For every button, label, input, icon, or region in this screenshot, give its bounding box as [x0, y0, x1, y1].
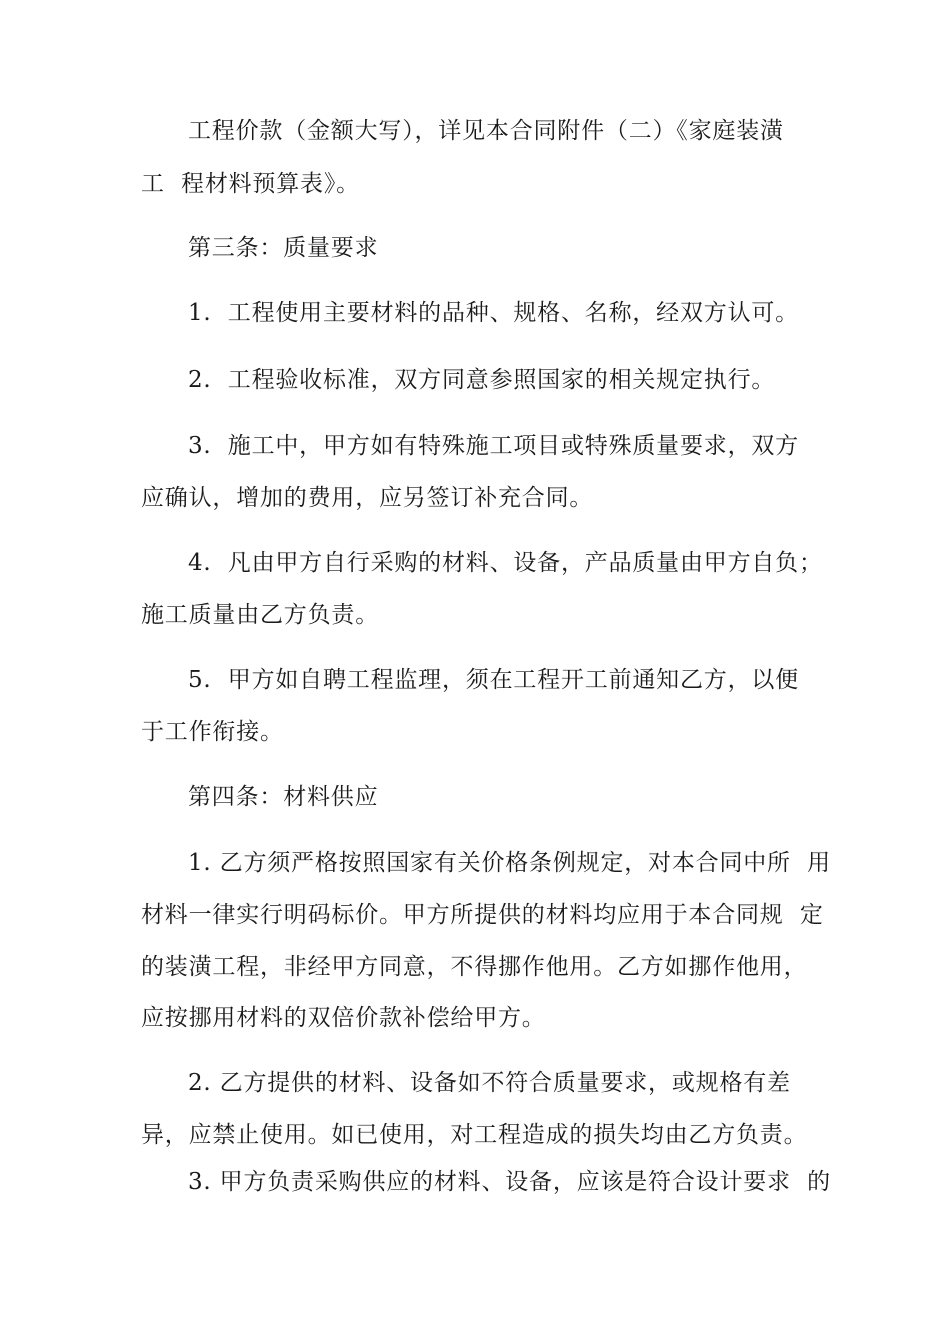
- paragraph-line: 应按挪用材料的双倍价款补偿给甲方。: [141, 1005, 546, 1031]
- paragraph-line: 1. 乙方须严格按照国家有关价格条例规定，对本合同中所 用: [188, 850, 831, 876]
- paragraph-line: 2. 乙方提供的材料、设备如不符合质量要求，或规格有差: [188, 1070, 791, 1096]
- paragraph-line: 工 程材料预算表》。: [141, 171, 360, 197]
- paragraph-line: 施工质量由乙方负责。: [141, 602, 379, 628]
- paragraph-line: 1. 工程使用主要材料的品种、规格、名称，经双方认可。: [188, 300, 799, 326]
- paragraph-line: 2. 工程验收标准，双方同意参照国家的相关规定执行。: [188, 367, 776, 393]
- paragraph-line: 材料一律实行明码标价。甲方所提供的材料均应用于本合同规 定: [141, 902, 824, 928]
- paragraph-line: 4. 凡由甲方自行采购的材料、设备，产品质量由甲方自负；: [188, 550, 823, 576]
- paragraph-line: 3. 施工中，甲方如有特殊施工项目或特殊质量要求，双方: [188, 433, 799, 459]
- paragraph-line: 于工作衔接。: [141, 719, 284, 745]
- section-heading: 第三条：质量要求: [188, 235, 379, 261]
- paragraph-line: 5. 甲方如自聘工程监理，须在工程开工前通知乙方，以便: [188, 667, 799, 693]
- section-heading: 第四条：材料供应: [188, 784, 379, 810]
- paragraph-line: 3. 甲方负责采购供应的材料、设备，应该是符合设计要求 的: [188, 1169, 831, 1195]
- paragraph-line: 的装潢工程，非经甲方同意，不得挪作他用。乙方如挪作他用，: [141, 954, 808, 980]
- paragraph-line: 应确认，增加的费用，应另签订补充合同。: [141, 485, 594, 511]
- paragraph-line: 工程价款（金额大写），详见本合同附件（二）《家庭装潢: [188, 118, 784, 144]
- paragraph-line: 异，应禁止使用。如已使用，对工程造成的损失均由乙方负责。: [141, 1122, 808, 1148]
